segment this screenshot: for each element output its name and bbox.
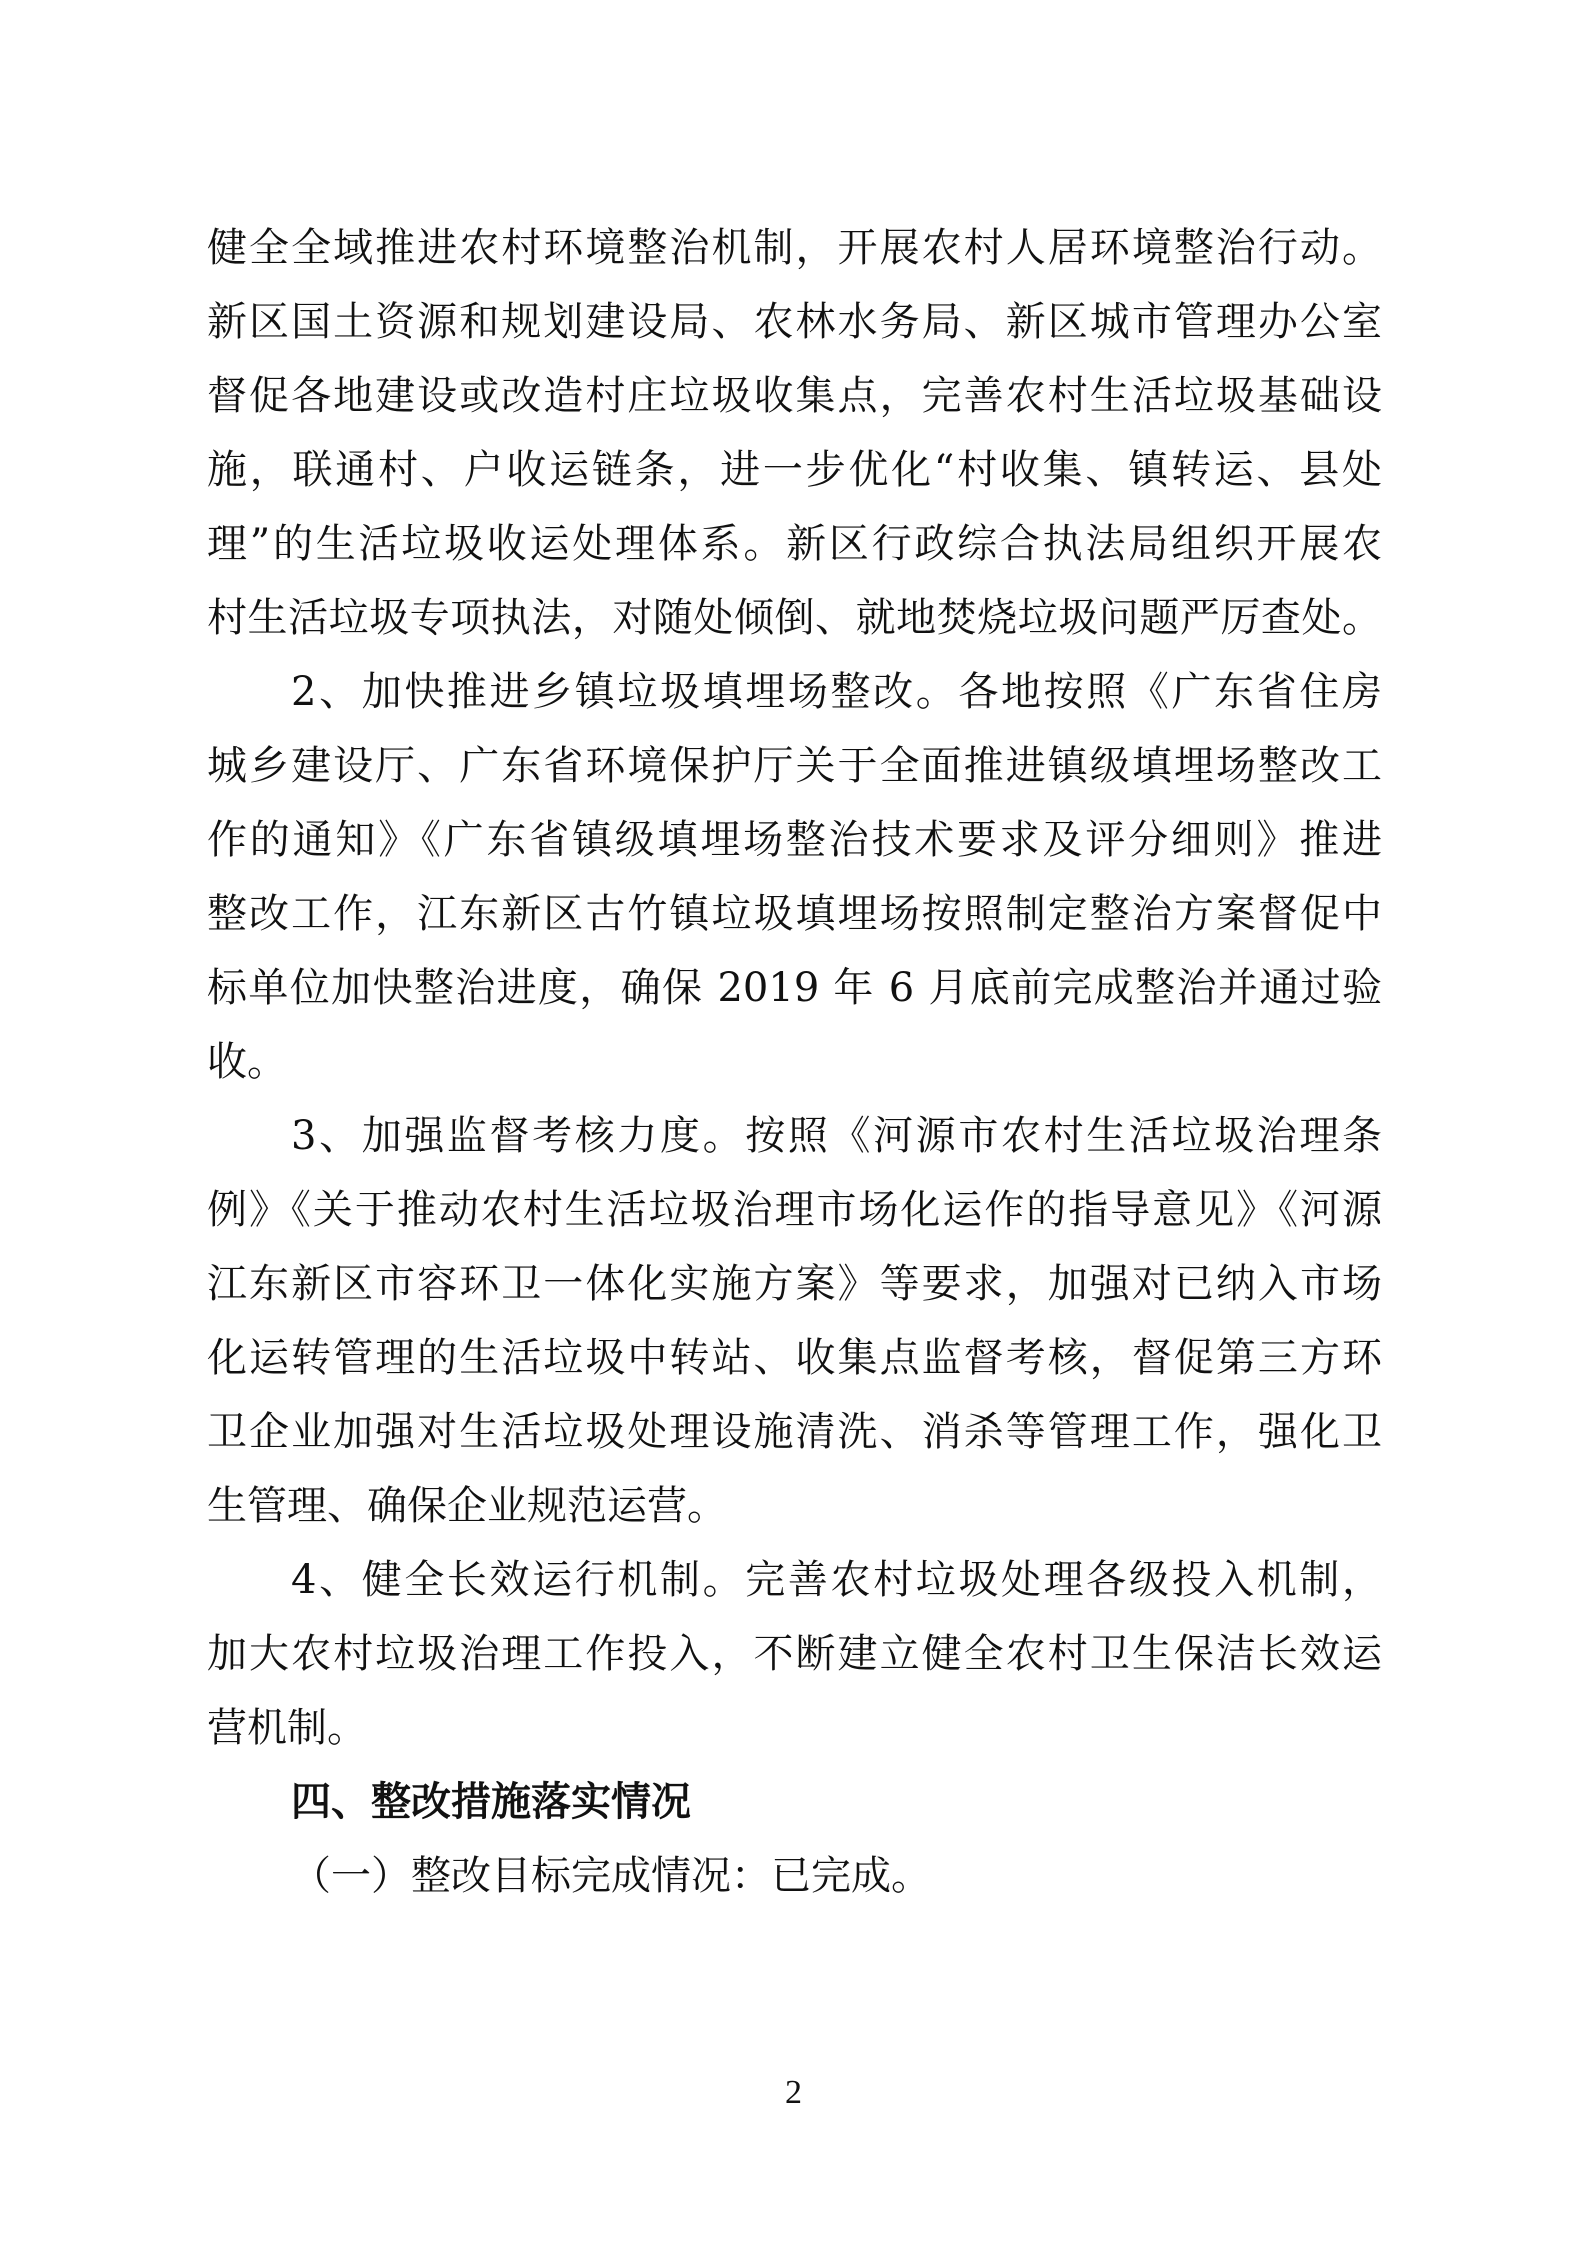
- text-line: 例》《关于推动农村生活垃圾治理市场化运作的指导意见》《河源: [207, 1187, 1382, 1233]
- section-heading: 四、整改措施落实情况: [291, 1779, 691, 1825]
- text-line: 生管理、确保企业规范运营。: [207, 1483, 727, 1529]
- text-line: 村生活垃圾专项执法，对随处倾倒、就地焚烧垃圾问题严厉查处。: [207, 595, 1382, 641]
- text-line: 督促各地建设或改造村庄垃圾收集点，完善农村生活垃圾基础设: [207, 373, 1382, 419]
- subsection-status: （一）整改目标完成情况：已完成。: [291, 1853, 931, 1899]
- page-number: 2: [785, 2074, 802, 2111]
- text-line: 收。: [207, 1039, 287, 1085]
- text-line: 作的通知》《广东省镇级填埋场整治技术要求及评分细则》推进: [207, 817, 1382, 863]
- text-line: 化运转管理的生活垃圾中转站、收集点监督考核，督促第三方环: [207, 1335, 1382, 1381]
- text-line: 理”的生活垃圾收运处理体系。新区行政综合执法局组织开展农: [207, 521, 1382, 567]
- paragraph-item-2: [207, 655, 1382, 1099]
- text-line: 整改工作，江东新区古竹镇垃圾填埋场按照制定整治方案督促中: [207, 891, 1382, 937]
- text-line: 3、加强监督考核力度。按照《河源市农村生活垃圾治理条: [291, 1113, 1382, 1159]
- text-line: 健全全域推进农村环境整治机制，开展农村人居环境整治行动。: [207, 225, 1382, 271]
- text-line: 城乡建设厅、广东省环境保护厅关于全面推进镇级填埋场整改工: [207, 743, 1382, 789]
- text-line: 新区国土资源和规划建设局、农林水务局、新区城市管理办公室: [207, 299, 1382, 345]
- paragraph-item-3: [207, 1099, 1382, 1543]
- paragraph-continued: [207, 211, 1382, 655]
- paragraph-item-4: [207, 1543, 1382, 1765]
- text-line: 标单位加快整治进度，确保 2019 年 6 月底前完成整治并通过验: [207, 965, 1382, 1011]
- text-line: 卫企业加强对生活垃圾处理设施清洗、消杀等管理工作，强化卫: [207, 1409, 1382, 1455]
- text-line: 施，联通村、户收运链条，进一步优化“村收集、镇转运、县处: [207, 447, 1382, 493]
- text-line: 加大农村垃圾治理工作投入，不断建立健全农村卫生保洁长效运: [207, 1631, 1382, 1677]
- text-line: 营机制。: [207, 1705, 367, 1751]
- text-line: 江东新区市容环卫一体化实施方案》等要求，加强对已纳入市场: [207, 1261, 1382, 1307]
- text-line: 4、健全长效运行机制。完善农村垃圾处理各级投入机制，: [291, 1557, 1382, 1603]
- page-body: [207, 211, 1382, 1913]
- text-line: 2、加快推进乡镇垃圾填埋场整改。各地按照《广东省住房: [291, 669, 1382, 715]
